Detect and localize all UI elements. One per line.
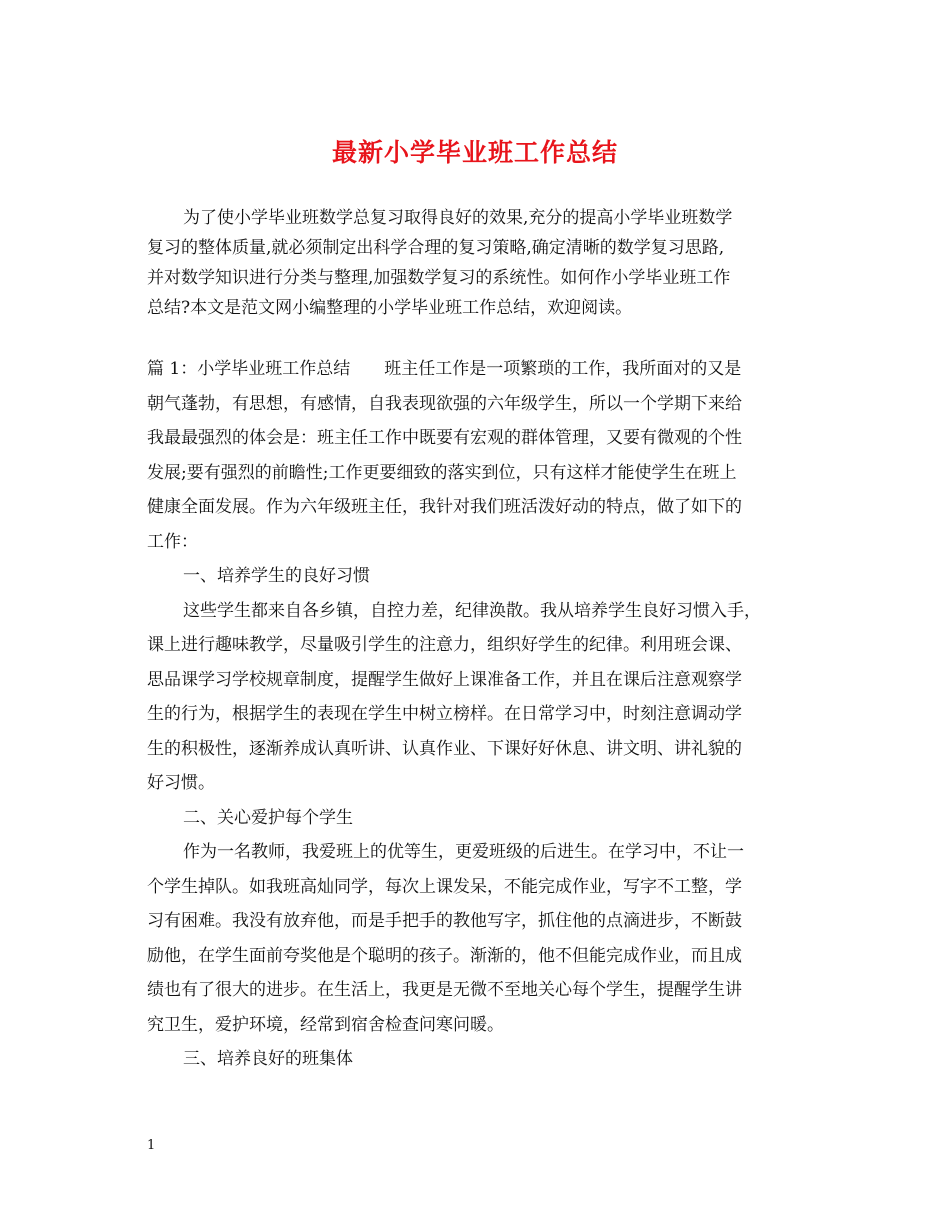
page-number: 1	[147, 1138, 156, 1153]
body-line: 个学生掉队。如我班高灿同学，每次上课发呆，不能完成作业，写字不工整，学	[147, 876, 742, 897]
body-line: 工作：	[147, 531, 198, 552]
body-line: 绩也有了很大的进步。在生活上，我更是无微不至地关心每个学生，提醒学生讲	[147, 980, 742, 1000]
body-line: 发展;要有强烈的前瞻性;工作更要细致的落实到位，只有这样才能使学生在班上	[147, 462, 737, 483]
document-title: 最新小学毕业班工作总结	[331, 138, 618, 167]
body-line: 究卫生，爱护环境，经常到宿舍检查问寒问暖。	[147, 1014, 504, 1035]
intro-line: 总结?本文是范文网小编整理的小学毕业班工作总结，欢迎阅读。	[147, 298, 633, 318]
intro-line: 复习的整体质量,就必须制定出科学合理的复习策略,确定清晰的数学复习思路,	[147, 238, 725, 258]
body-line: 篇 1：小学毕业班工作总结 班主任工作是一项繁琐的工作，我所面对的又是	[147, 359, 742, 379]
intro-line: 并对数学知识进行分类与整理,加强数学复习的系统性。如何作小学毕业班工作	[147, 268, 731, 288]
body-line: 习有困难。我没有放弃他，而是手把手的教他写字，抓住他的点滴进步，不断鼓	[147, 911, 742, 931]
intro-line: 为了使小学毕业班数学总复习取得良好的效果,充分的提高小学毕业班数学	[183, 208, 733, 228]
intro-paragraph	[147, 203, 817, 323]
body-line: 生的行为，根据学生的表现在学生中树立榜样。在日常学习中，时刻注意调动学	[147, 704, 742, 724]
body-line: 生的积极性，逐渐养成认真听讲、认真作业、下课好好休息、讲文明、讲礼貌的	[147, 738, 742, 759]
body-line: 这些学生都来自各乡镇，自控力差，纪律涣散。我从培养学生良好习惯入手，	[183, 600, 761, 621]
body-line: 朝气蓬勃，有思想，有感情，自我表现欲强的六年级学生，所以一个学期下来给	[147, 393, 742, 414]
body-line: 一、培养学生的良好习惯	[183, 566, 370, 586]
body-line: 思品课学习学校规章制度，提醒学生做好上课准备工作，并且在课后注意观察学	[147, 669, 742, 690]
body-line: 我最最强烈的体会是：班主任工作中既要有宏观的群体管理，又要有微观的个性	[147, 428, 742, 448]
body-line: 作为一名教师，我爱班上的优等生，更爱班级的后进生。在学习中，不让一	[183, 842, 744, 862]
body-text	[147, 352, 817, 1077]
body-line: 励他，在学生面前夸奖他是个聪明的孩子。渐渐的，他不但能完成作业，而且成	[147, 945, 742, 966]
body-line: 课上进行趣味教学，尽量吸引学生的注意力，组织好学生的纪律。利用班会课、	[147, 635, 742, 655]
body-line: 三、培养良好的班集体	[183, 1049, 353, 1069]
body-line: 健康全面发展。作为六年级班主任，我针对我们班活泼好动的特点，做了如下的	[147, 497, 742, 517]
body-line: 好习惯。	[147, 773, 215, 793]
body-line: 二、关心爱护每个学生	[183, 807, 353, 828]
